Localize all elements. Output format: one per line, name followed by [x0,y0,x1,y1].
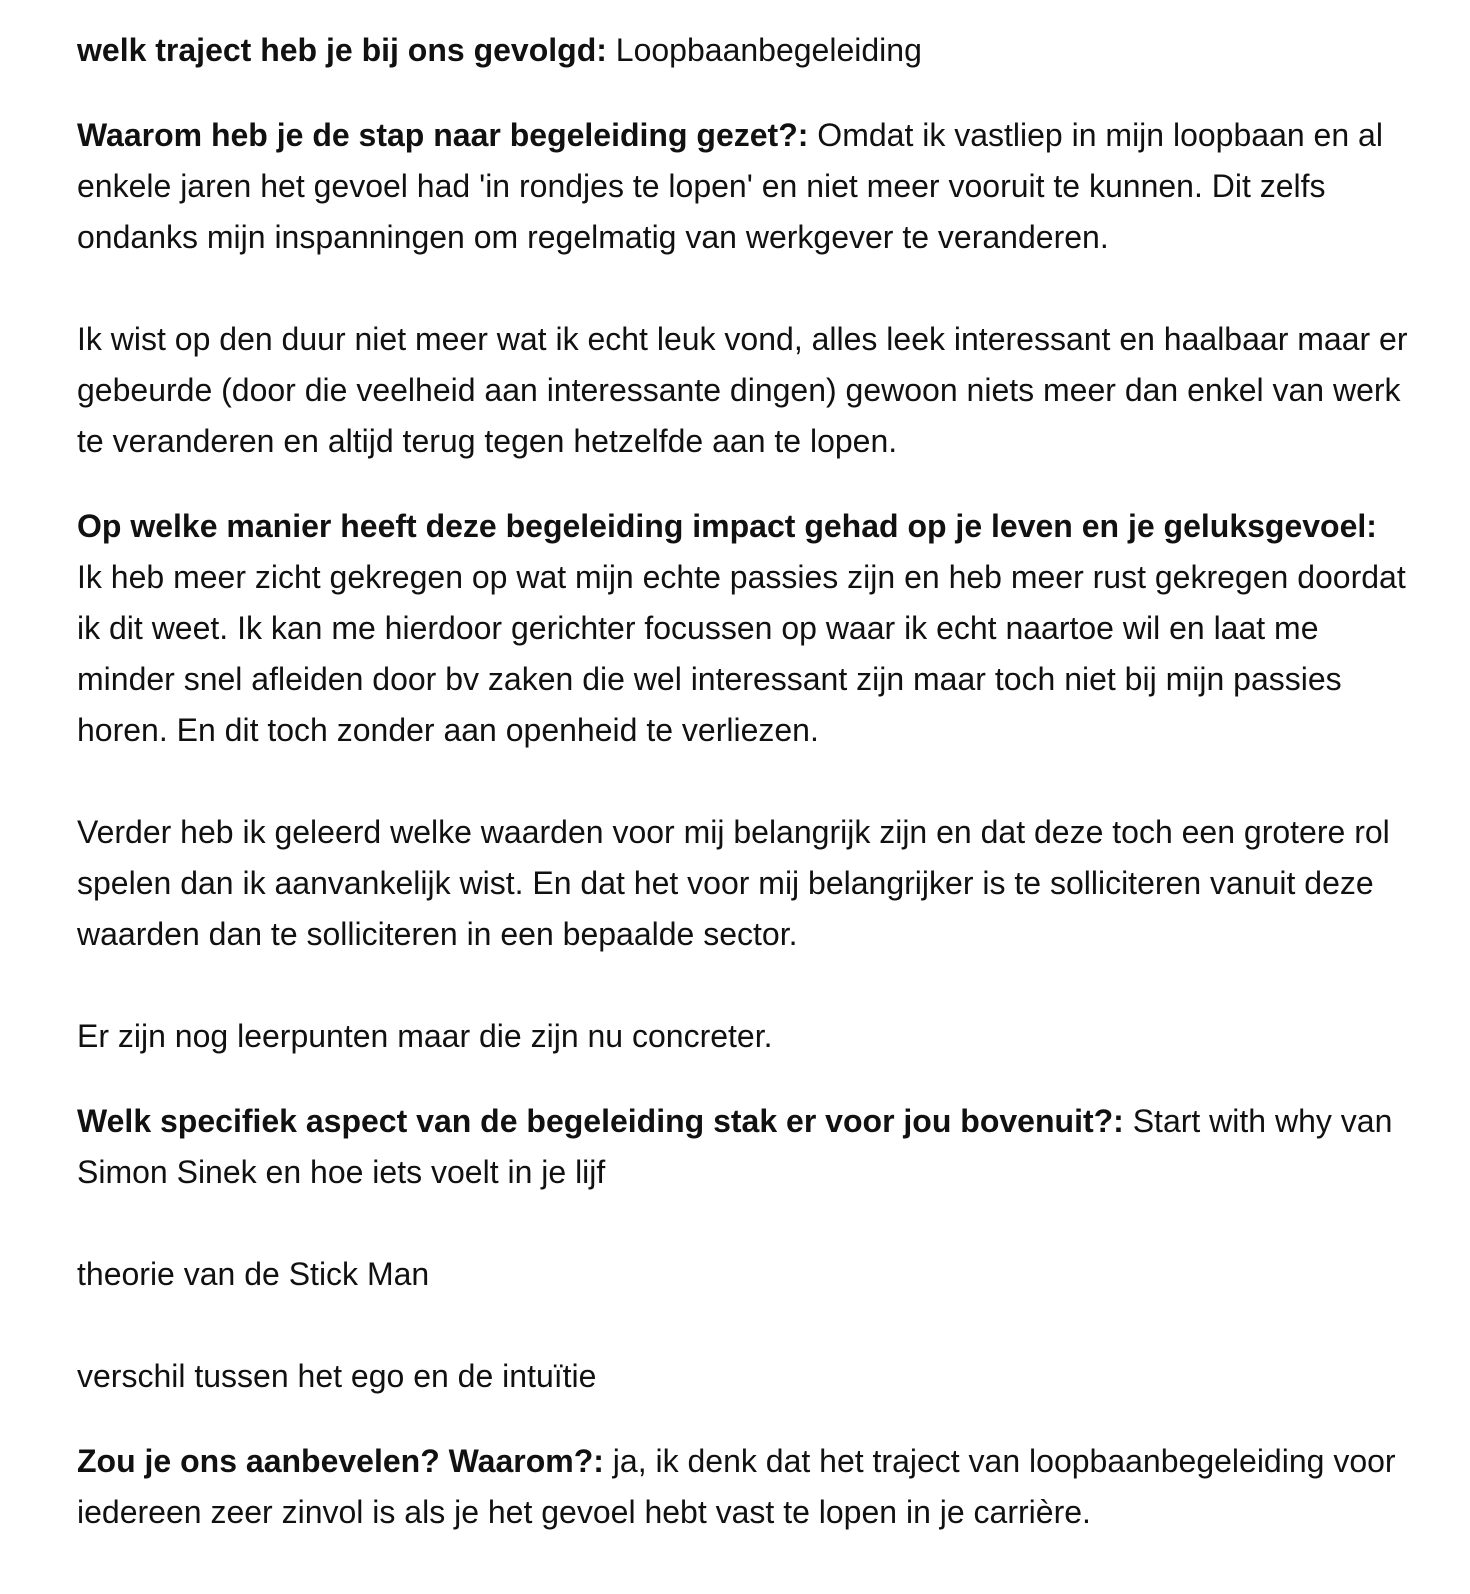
aanbevelen-paragraph [77,1436,1410,1538]
aspect-answer: Start with why van Simon Sinek en hoe iets voelt in je lijf [77,1103,1393,1190]
impact-paragraph-3: Er zijn nog leerpunten maar die zijn nu concreter. [77,1018,773,1054]
impact-paragraph-2: Verder heb ik geleerd welke waarden voor mij belangrijk zijn en dat deze toch een grotere rol spelen dan ik aanvankelijk wist. En dat het voor mij belangrijker is te solliciteren vanuit deze waarden dan te solliciteren in een bepaalde sector. [77,814,1390,952]
traject-question: welk traject heb je bij ons gevolgd: [77,32,607,68]
aspect-paragraph [77,1096,1410,1198]
aspect-paragraph-2: theorie van de Stick Man [77,1256,430,1292]
aanbevelen-question: Zou je ons aanbevelen? Waarom?: [77,1443,604,1479]
impact-question: Op welke manier heeft deze begeleiding impact gehad op je leven en je geluksgevoel: [77,508,1377,544]
impact-paragraph [77,501,1410,756]
aanbevelen-answer: ja, ik denk dat het traject van loopbaanbegeleiding voor iedereen zeer zinvol is als je het gevoel hebt vast te lopen in je carrière. [77,1443,1396,1530]
impact-answer: Ik heb meer zicht gekregen op wat mijn echte passies zijn en heb meer rust gekregen doordat ik dit weet. Ik kan me hierdoor gerichter focussen op waar ik echt naartoe wil en laat me minder snel afleiden door bv zaken die wel interessant zijn maar toch niet bij mijn passies horen. En dit toch zonder aan openheid te verliezen. [77,559,1406,748]
traject-answer: Loopbaanbegeleiding [606,32,922,68]
traject-paragraph [77,0,1410,76]
waarom-paragraph-2: Ik wist op den duur niet meer wat ik echt leuk vond, alles leek interessant en haalbaar maar er gebeurde (door die veelheid aan interessante dingen) gewoon niets meer dan enkel van werk te veranderen en altijd terug tegen hetzelfde aan te lopen. [77,321,1408,459]
aspect-paragraph-3: verschil tussen het ego en de intuïtie [77,1358,597,1394]
waarom-paragraph [77,110,1410,263]
waarom-answer: Omdat ik vastliep in mijn loopbaan en al enkele jaren het gevoel had 'in rondjes te lopen' en niet meer vooruit te kunnen. Dit zelfs ondanks mijn inspanningen om regelmatig van werkgever te veranderen. [77,117,1383,255]
aspect-question: Welk specifiek aspect van de begeleiding stak er voor jou bovenuit?: [77,1103,1124,1139]
waarom-question: Waarom heb je de stap naar begeleiding gezet?: [77,117,809,153]
